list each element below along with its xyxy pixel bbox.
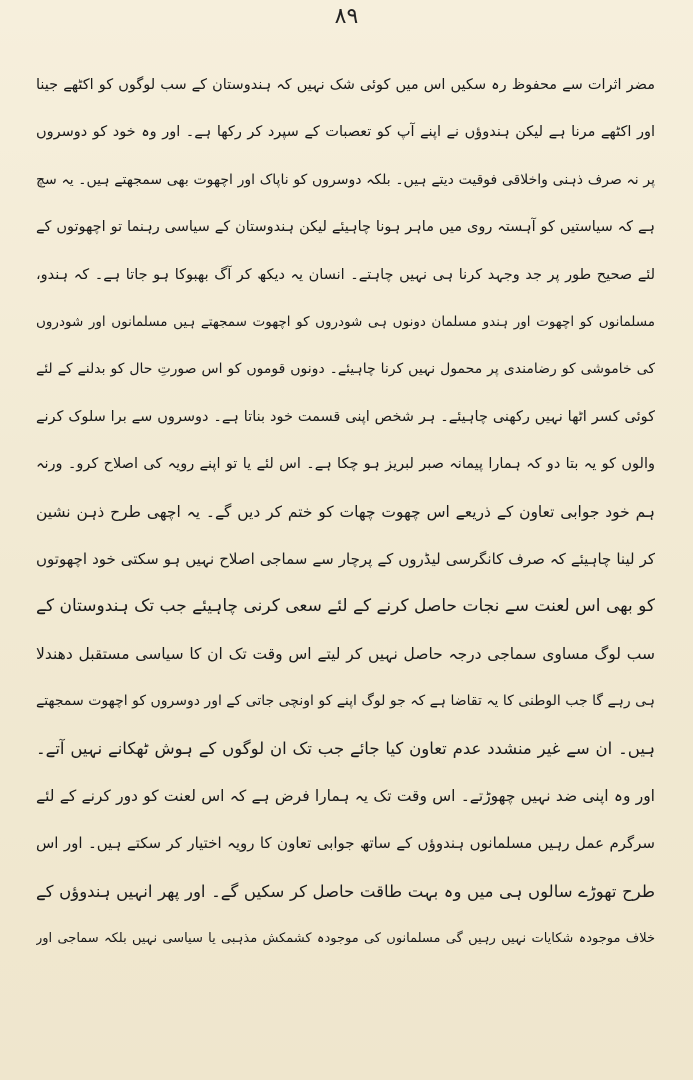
text-line-4: ہے کہ سیاستیں کو آہستہ روی میں ماہر ہونا چاہیئے لیکن ہندوستان کے سیاسی رہنما تو اچھوتوں کے (36, 219, 655, 236)
text-line-15: ہیں۔ ان سے غیر منشدد عدم تعاون کیا جائے جب تک ان لوگوں کے ہوش ٹھکانے نہیں آتے۔ (36, 739, 655, 759)
text-line-12: کو بھی اس لعنت سے نجات حاصل کرنے کے لئے سعی کرنی چاہیئے جب تک ہندوستان کے (36, 596, 655, 617)
text-line-8: کوئی کسر اٹھا نہیں رکھنی چاہیئے۔ ہر شخص اپنی قسمت خود بناتا ہے۔ دوسروں سے برا سلوک کرنے (36, 408, 655, 425)
text-line-11: کر لینا چاہیئے کہ صرف کانگرسی لیڈروں کے پرچار سے سماجی اصلاح نہیں ہو سکتی خود اچھوتوں (36, 549, 655, 568)
page-body-text (36, 62, 655, 962)
text-line-14: ہی رہے گا جب الوطنی کا یہ تقاضا ہے کہ جو لوگ اپنے کو اونچی جاتی کے اور دوسروں کو اچھوت سمجھتے (36, 693, 655, 710)
text-line-18: طرح تھوڑے سالوں ہی میں وہ بہت طاقت حاصل کر سکیں گے۔ اور پھر انہیں ہندوؤں کے (36, 881, 655, 901)
text-line-19: خلاف موجودہ شکایات نہیں رہیں گی مسلمانوں کی موجودہ کشمکش مذہبی یا سیاسی نہیں بلکہ سماجی اور (36, 931, 655, 947)
page-number: ۸۹ (334, 4, 359, 29)
text-line-5: لئے صحیح طور پر جد وجہد کرنا ہی نہیں چاہتے۔ انسان یہ دیکھ کر آگ بھبوکا ہو جاتا ہے۔ کہ ہندو، (36, 266, 655, 283)
text-line-17: سرگرم عمل رہیں مسلمانوں ہندوؤں کے ساتھ جوابی تعاون کا رویہ اختیار کر سکتے ہیں۔ اور اس (36, 834, 655, 853)
text-line-2: اور اکٹھے مرنا ہے لیکن ہندوؤں نے اپنے آپ کو تعصبات کے سپرد کر رکھا ہے۔ اور وہ خود کو دوسروں (36, 124, 655, 141)
text-line-13: سب لوگ مساوی سماجی درجہ حاصل نہیں کر لیتے اس وقت تک ان کا سیاسی مستقبل دھندلا (36, 644, 655, 663)
text-line-6: مسلمانوں کو اچھوت اور ہندو مسلمان دونوں ہی شودروں کو اچھوت سمجھتے ہیں مسلمانوں اور شودروں (36, 313, 655, 330)
text-line-1: مضر اثرات سے محفوظ رہ سکیں اس میں کوئی شک نہیں کہ ہندوستان کے سب لوگوں کو اکٹھے جینا (36, 77, 655, 93)
text-line-10: ہم خود جوابی تعاون کے ذریعے اس چھوت چھات کو ختم کر دیں گے۔ یہ اچھی طرح ذہن نشین (36, 502, 655, 521)
text-line-7: کی خاموشی کو رضامندی پر محمول نہیں کرنا چاہیئے۔ دونوں قوموں کو اس صورتِ حال کو بدلنے کے لئے (36, 361, 655, 378)
text-line-3: پر نہ صرف ذہنی واخلاقی فوقیت دیتے ہیں۔ بلکہ دوسروں کو ناپاک اور اچھوت بھی سمجھتے ہیں۔ یہ سچ (36, 171, 655, 188)
text-line-9: والوں کو یہ بتا دو کہ ہمارا پیمانہ صبر لبریز ہو چکا ہے۔ اس لئے یا تو اپنے رویہ کی اصلاح کرو۔ ورنہ (36, 456, 655, 473)
text-line-16: اور وہ اپنی ضد نہیں چھوڑتے۔ اس وقت تک یہ ہمارا فرض ہے کہ اس لعنت کو دور کرنے کے لئے (36, 786, 655, 805)
